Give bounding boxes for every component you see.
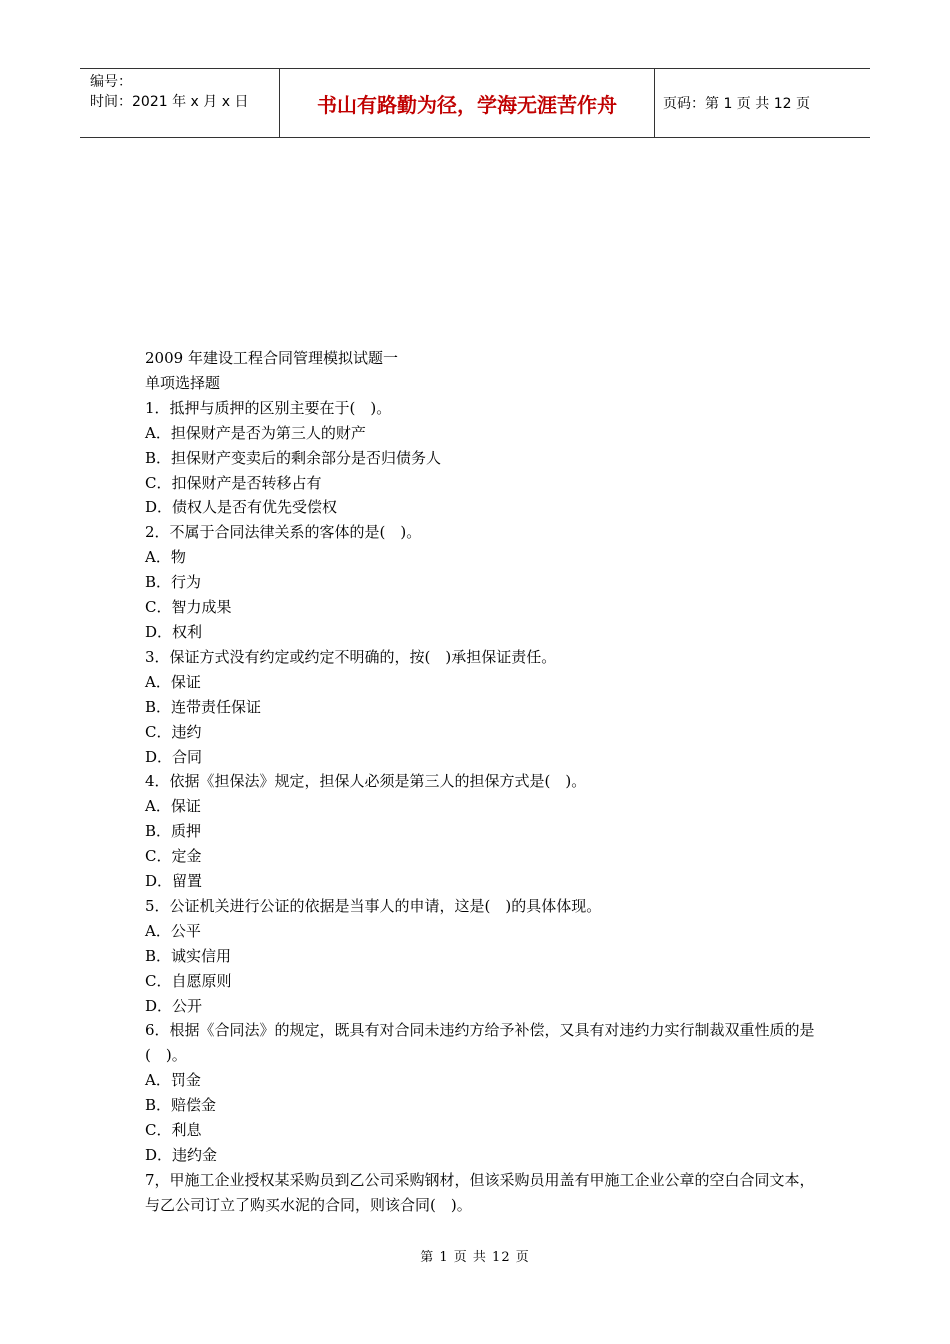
question-line: 5．公证机关进行公证的依据是当事人的申请，这是( )的具体体现。 [145,896,602,915]
question-line: D．公开 [145,996,203,1015]
question-line: B．赔偿金 [145,1096,217,1115]
question-line: B．质押 [145,822,202,841]
number-label: 编号： [90,74,132,90]
document-title: 2009 年建设工程合同管理模拟试题一 [145,349,398,367]
question-line: B．行为 [145,573,202,592]
question-line: D．违约金 [145,1146,218,1164]
question-line: 1．抵押与质押的区别主要在于( )。 [145,398,392,417]
question-line: A．担保财产是否为第三人的财产 [145,423,366,442]
question-line: D．合同 [145,747,203,766]
header-page-info: 页码：第 1 页 共 12 页 [663,96,810,112]
page-footer: 第 1 页 共 12 页 [420,1250,530,1265]
time-label: 时间：2021 年 x 月 x 日 [90,94,249,110]
question-line: C．智力成果 [145,598,232,617]
header-meta [80,69,280,137]
header-motto: 书山有路勤为径，学海无涯苦作舟 [280,69,655,137]
question-line: 6．根据《合同法》的规定，既具有对合同未违约方给予补偿，又具有对违约力实行制裁双重性质的是( )。 [145,1021,815,1065]
question-line: A．罚金 [145,1071,201,1090]
question-line: A．公平 [145,921,201,940]
question-line: B．担保财产变卖后的剩余部分是否归债务人 [145,448,442,467]
question-line: D．权利 [145,622,203,641]
question-line: C．利息 [145,1121,202,1140]
question-line: D．债权人是否有优先受偿权 [145,498,338,517]
question-line: 7，甲施工企业授权某采购员到乙公司采购钢材，但该采购员用盖有甲施工企业公章的空白合同文本，与乙公司订立了购买水泥的合同，则该合同( )。 [145,1170,815,1214]
question-line: A．保证 [145,672,201,691]
question-line: C．定金 [145,847,202,866]
document-body [145,346,815,1218]
question-list [145,396,815,1218]
question-line: B．诚实信用 [145,946,232,965]
question-line: A．物 [145,548,186,567]
question-line: B．连带责任保证 [145,697,262,716]
question-line: 3．保证方式没有约定或约定不明确的，按( )承担保证责任。 [145,647,557,666]
question-line: 4．依据《担保法》规定，担保人必须是第三人的担保方式是( )。 [145,772,587,791]
question-line: A．保证 [145,797,201,816]
question-line: C．扣保财产是否转移占有 [145,473,322,492]
question-line: C．自愿原则 [145,971,232,990]
question-line: C．违约 [145,722,202,741]
page-header [80,68,870,138]
section-heading: 单项选择题 [145,373,221,392]
question-line: 2．不属于合同法律关系的客体的是( )。 [145,523,422,542]
question-line: D．留置 [145,872,203,891]
